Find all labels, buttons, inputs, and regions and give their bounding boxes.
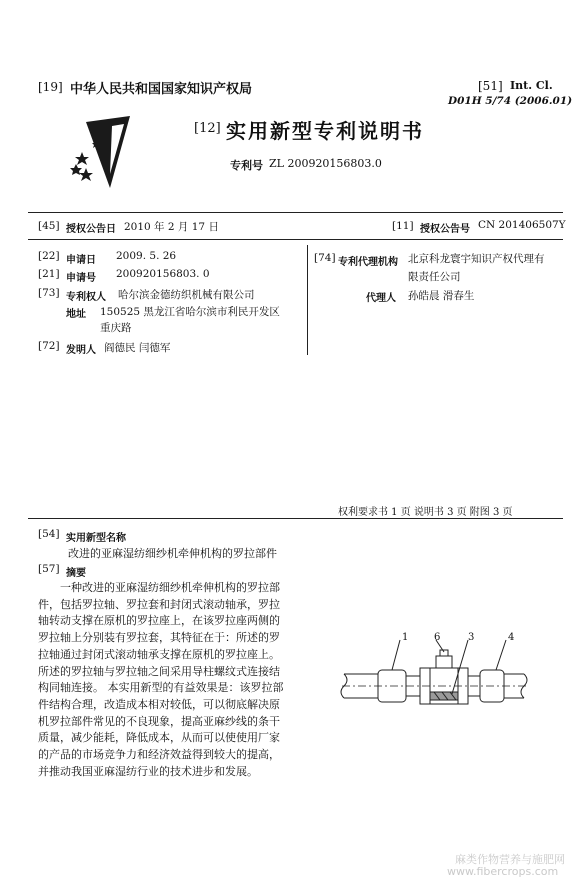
abstract-line: 的产品的市场竞争力和经济效益得到较大的提高， xyxy=(38,748,280,762)
tag-57: [57] xyxy=(38,563,60,575)
intcl-label: Int. Cl. xyxy=(510,79,553,92)
application-date: 2009. 5. 26 xyxy=(116,250,177,262)
abstract-line: 件，包括罗拉轴、罗拉套和封闭式滚动轴承，罗拉 xyxy=(38,597,280,611)
agency-line-1: 北京科龙寰宇知识产权代理有 xyxy=(408,253,545,265)
tag-72: [72] xyxy=(38,340,60,352)
application-number: 200920156803. 0 xyxy=(116,268,210,280)
abstract-line: 构同轴连接。 本实用新型的有益效果是：该罗拉部 xyxy=(38,681,284,695)
agency-label: 专利代理机构 xyxy=(338,257,398,268)
tag-22: [22] xyxy=(38,250,60,262)
patent-holder-label: 专利权人 xyxy=(66,292,106,303)
divider xyxy=(28,239,563,240)
patent-holder: 哈尔滨金德纺织机械有限公司 xyxy=(118,289,255,301)
inventor-label: 发明人 xyxy=(66,345,96,356)
announcement-number: CN 201406507Y xyxy=(478,219,566,231)
address-label: 地址 xyxy=(66,309,86,320)
abstract-line: 拉轴通过封闭式滚动轴承支撑在原机的罗拉座上。 xyxy=(38,647,280,661)
agents: 孙皓晨 滑春生 xyxy=(408,290,475,302)
roller-assembly-drawing xyxy=(340,630,530,730)
office-name: 中华人民共和国国家知识产权局 xyxy=(70,82,253,97)
abstract-text xyxy=(38,580,300,780)
announcement-date-label: 授权公告日 xyxy=(66,224,116,235)
drawing-label: 1 xyxy=(402,632,409,643)
abstract-line: 一种改进的亚麻湿纺细纱机牵伸机构的罗拉部 xyxy=(60,581,280,594)
tag-54: [54] xyxy=(38,528,60,540)
tag-12: [12] xyxy=(194,121,221,136)
announcement-date: 2010 年 2 月 17 日 xyxy=(124,221,219,233)
watermark-title: 麻类作物营养与施肥网 xyxy=(455,853,565,866)
abstract-line: 件结构合理，改造成本相对较低，可以彻底解决原 xyxy=(38,697,280,711)
abstract-line: 罗拉轴上分别装有罗拉套，其特征在于：所述的罗 xyxy=(38,631,280,645)
drawing-label: 3 xyxy=(468,632,475,643)
tag-45: [45] xyxy=(38,220,60,232)
divider xyxy=(28,212,563,213)
utility-model-name-label: 实用新型名称 xyxy=(66,533,126,544)
inventors: 阎德民 闫德军 xyxy=(104,342,171,354)
tag-74: [74] xyxy=(314,252,336,264)
tag-73: [73] xyxy=(38,287,60,299)
tag-19: [19] xyxy=(38,80,63,94)
tag-51: [51] xyxy=(478,79,503,93)
application-number-label: 申请号 xyxy=(66,273,96,284)
column-divider xyxy=(307,245,308,355)
abstract-line: 所述的罗拉轴与罗拉轴之间采用导柱螺纹式连接结 xyxy=(38,664,280,678)
drawing-label: 6 xyxy=(434,632,441,643)
utility-model-name: 改进的亚麻湿纺细纱机牵伸机构的罗拉部件 xyxy=(68,547,277,560)
agency-line-2: 限责任公司 xyxy=(408,271,461,283)
intcl-value: D01H 5/74 (2006.01) xyxy=(448,95,573,107)
drawing-label: 4 xyxy=(508,632,515,643)
agent-label: 代理人 xyxy=(366,293,396,304)
watermark-url: www.fibercrops.com xyxy=(447,865,559,878)
patent-number-label: 专利号 xyxy=(230,159,263,172)
tag-11: [11] xyxy=(392,220,414,232)
abstract-label: 摘要 xyxy=(66,568,86,579)
abstract-line: 质量，减少能耗，降低成本，从而可以使使用厂家 xyxy=(38,731,280,745)
document-type-title: 实用新型专利说明书 xyxy=(226,119,424,143)
patent-number: ZL 200920156803.0 xyxy=(269,157,382,170)
address-line-2: 重庆路 xyxy=(100,322,132,334)
application-date-label: 申请日 xyxy=(66,255,96,266)
address-line-1: 150525 黑龙江省哈尔滨市利民开发区 xyxy=(100,306,280,318)
claims-summary: 权利要求书 1 页 说明书 3 页 附图 3 页 xyxy=(338,507,513,518)
announcement-number-label: 授权公告号 xyxy=(420,224,470,235)
abstract-line: 轴转动支撑在原机的罗拉座上，在该罗拉座两侧的 xyxy=(38,614,280,628)
tag-21: [21] xyxy=(38,268,60,280)
patent-office-emblem-icon xyxy=(66,112,148,192)
divider xyxy=(28,518,563,519)
abstract-line: 并推动我国亚麻湿纺行业的技术进步和发展。 xyxy=(38,764,258,778)
abstract-line: 机罗拉部件常见的不良现象，提高亚麻纱线的条干 xyxy=(38,714,280,728)
